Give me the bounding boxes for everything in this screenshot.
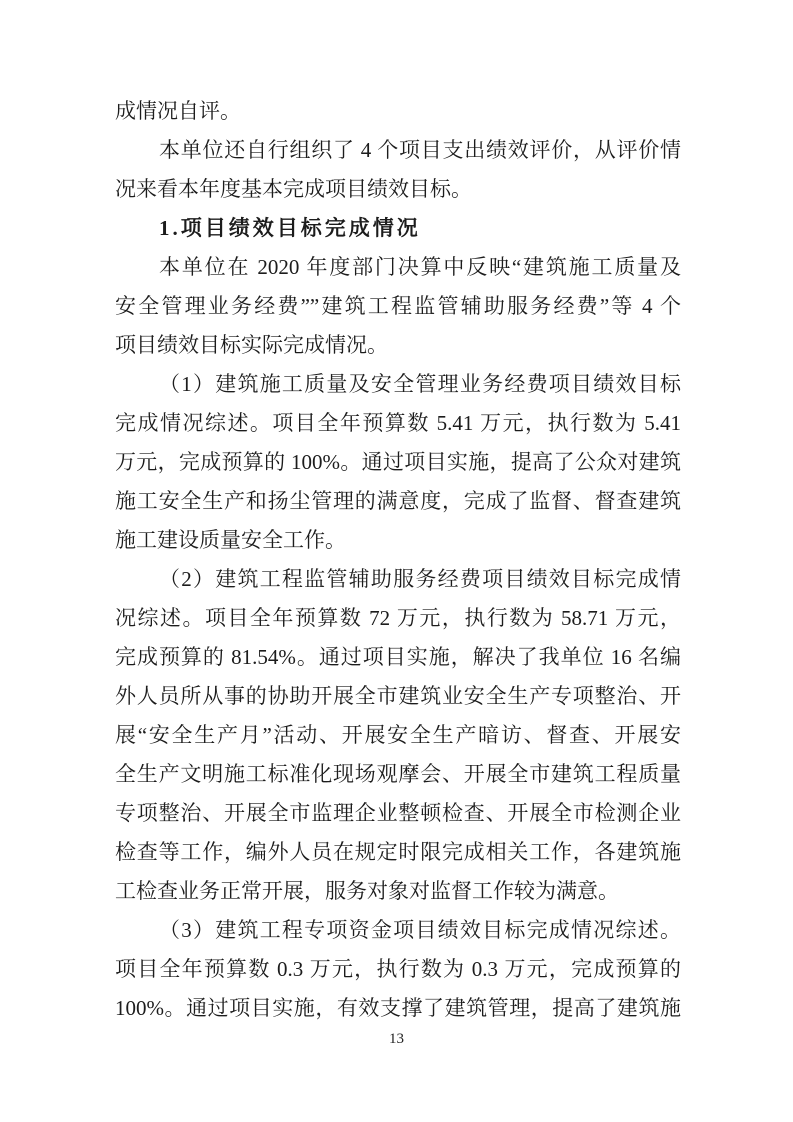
paragraph-line: 检查等工作，编外人员在规定时限完成相关工作，各建筑施 [115,840,681,864]
document-body [115,92,681,1028]
paragraph-line: （1）建筑施工质量及安全管理业务经费项目绩效目标 [159,372,681,396]
paragraph-line: 成情况自评。 [115,99,241,123]
paragraph-line: 本单位还自行组织了 4 个项目支出绩效评价，从评价情 [159,138,681,162]
paragraph-line: 全生产文明施工标准化现场观摩会、开展全市建筑工程质量 [115,762,681,786]
paragraph-line: 完成情况综述。项目全年预算数 5.41 万元，执行数为 5.41 [115,411,681,435]
paragraph-line: （2）建筑工程监管辅助服务经费项目绩效目标完成情 [159,567,681,591]
paragraph-line: 完成预算的 81.54%。通过项目实施，解决了我单位 16 名编 [115,645,681,669]
paragraph-line: 100%。通过项目实施，有效支撑了建筑管理，提高了建筑施 [115,996,681,1020]
page-number: 13 [389,1031,404,1047]
paragraph-line: （3）建筑工程专项资金项目绩效目标完成情况综述。 [159,918,681,942]
paragraph-line: 况综述。项目全年预算数 72 万元，执行数为 58.71 万元， [115,606,681,630]
paragraph-line: 展“安全生产月”活动、开展安全生产暗访、督查、开展安 [115,723,681,747]
paragraph-line: 专项整治、开展全市监理企业整顿检查、开展全市检测企业 [115,801,681,825]
paragraph-line: 外人员所从事的协助开展全市建筑业安全生产专项整治、开 [115,684,681,708]
paragraph-line: 施工安全生产和扬尘管理的满意度，完成了监督、督查建筑 [115,489,681,513]
paragraph-line: 安全管理业务经费””建筑工程监管辅助服务经费”等 4 个 [115,294,681,318]
paragraph-line: 工检查业务正常开展，服务对象对监督工作较为满意。 [115,879,619,903]
paragraph-line: 项目绩效目标实际完成情况。 [115,333,388,357]
paragraph-line: 项目全年预算数 0.3 万元，执行数为 0.3 万元，完成预算的 [115,957,681,981]
paragraph-line: 万元，完成预算的 100%。通过项目实施，提高了公众对建筑 [115,450,681,474]
paragraph-line: 况来看本年度基本完成项目绩效目标。 [115,177,472,201]
paragraph-line: 本单位在 2020 年度部门决算中反映“建筑施工质量及 [159,255,681,279]
section-heading: 1.项目绩效目标完成情况 [159,216,421,240]
paragraph-line: 施工建设质量安全工作。 [115,528,346,552]
